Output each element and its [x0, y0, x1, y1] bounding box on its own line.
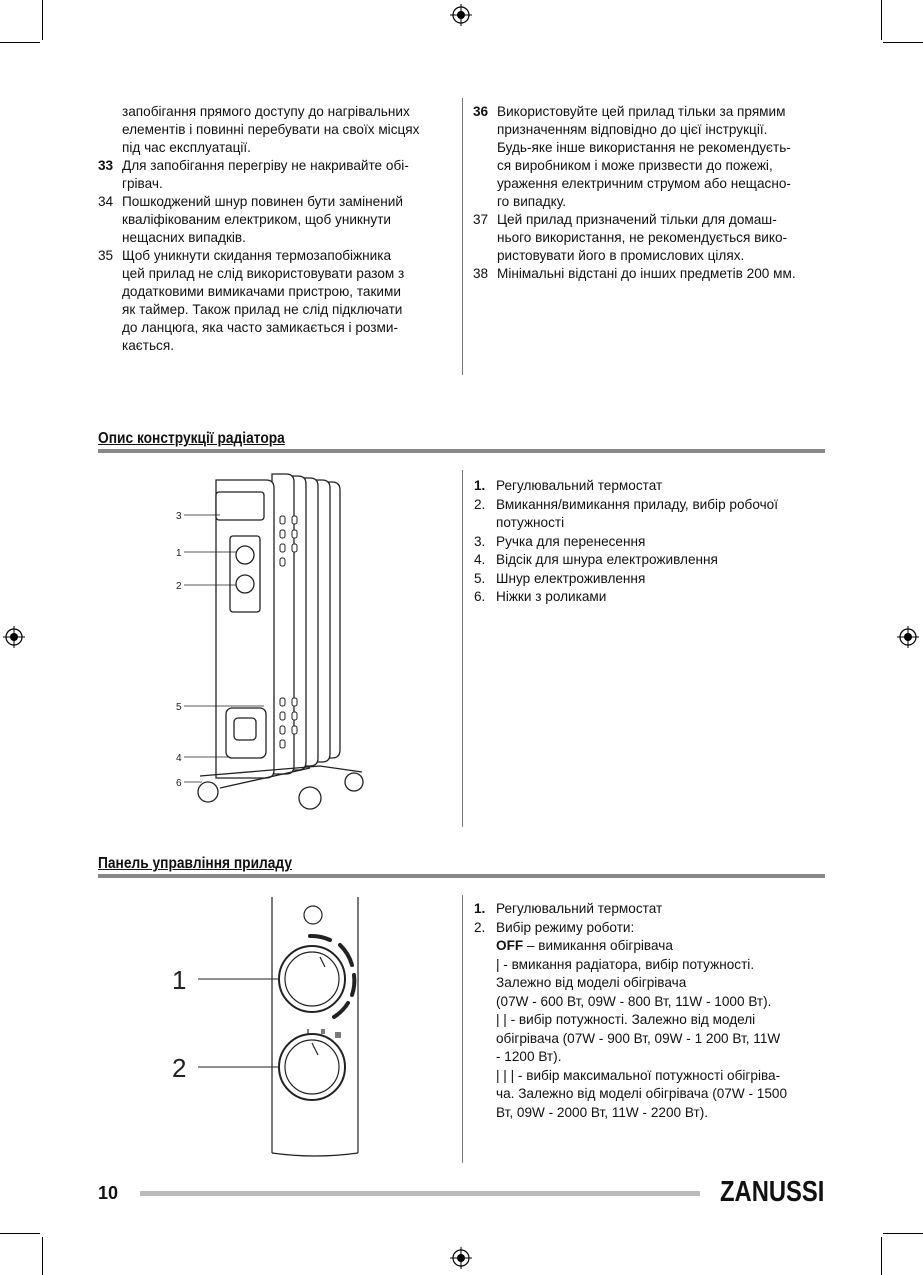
mode-line: | | | - вибір максимальної потужності обігріва-: [496, 1067, 781, 1083]
figure-label: 6: [176, 778, 182, 789]
list-text: Вмикання/вимикання приладу, вибір робочої потужності: [496, 496, 778, 530]
figure-label: 4: [176, 753, 182, 764]
figure-label: 2: [172, 1053, 187, 1083]
list-item-35: [98, 247, 450, 355]
mode-off-line: [474, 937, 826, 956]
item-line: грівач.: [122, 176, 163, 191]
list-number: 1.: [474, 901, 486, 916]
mode-line: | | - вибір потужності. Залежно від моделі: [496, 1012, 756, 1027]
item-line: нього використання, не рекомендується вико-: [497, 230, 788, 245]
left-column: [98, 103, 450, 355]
list-item-34: [98, 193, 450, 247]
crop-mark: [42, 1237, 43, 1275]
registration-mark-icon: [450, 1247, 472, 1269]
item-number: 33: [98, 158, 114, 173]
item-line: Для запобігання перегріву не накривайте обі-: [122, 158, 409, 173]
item-line: Цей прилад призначений тільки для домаш-: [497, 212, 777, 227]
mode-line: Залежно від моделі обігрівача: [496, 975, 687, 990]
control-list: [474, 900, 826, 1122]
column-divider: [462, 98, 463, 375]
parts-list: [474, 477, 824, 607]
list-text: Вибір режиму роботи:: [496, 919, 635, 935]
list-text: Ніжки з роликами: [496, 589, 607, 604]
item-number: 38: [473, 266, 489, 281]
item-line: призначенням відповідно до цієї інструкції.: [497, 122, 768, 137]
footer-rule: [140, 1191, 700, 1196]
list-text: Ручка для перенесення: [496, 533, 646, 549]
item-line: кається.: [122, 338, 174, 353]
list-text: Відсік для шнура електроживлення: [496, 552, 718, 567]
crop-mark: [0, 42, 40, 43]
crop-mark: [0, 1233, 40, 1234]
list-number: 2.: [474, 496, 486, 512]
section-rule: [98, 874, 825, 878]
item-line: додатковими вимикачами пристрою, такими: [122, 284, 401, 299]
mode-line: (07W - 600 Вт, 09W - 800 Вт, 11W - 1000 Вт).: [496, 993, 772, 1009]
list-item: [474, 900, 826, 919]
list-item: [474, 551, 824, 570]
control-panel-illustration: [160, 895, 380, 1160]
mode-line: Вт, 09W - 2000 Вт, 11W - 2200 Вт).: [496, 1104, 709, 1120]
figure-label: 3: [176, 511, 182, 522]
item-line: нещасних випадків.: [122, 230, 246, 245]
list-item: [474, 570, 824, 589]
section-title-radiator: Опис конструкції радіатора: [98, 430, 285, 447]
list-item-36: [473, 103, 825, 211]
list-number: 3.: [474, 533, 486, 549]
figure-label: 1: [172, 965, 187, 995]
list-item-37: [473, 211, 825, 265]
column-divider: [462, 895, 463, 1163]
item-line: Пошкоджений шнур повинен бути замінений: [122, 194, 403, 209]
registration-mark-icon: [3, 626, 25, 648]
crop-mark: [42, 0, 43, 40]
list-item-33: [98, 157, 450, 193]
item-line: Будь-яке інше використання не рекомендуєть-: [497, 140, 791, 155]
continued-line: під час експлуатації.: [122, 140, 251, 155]
mode-line: обігрівача (07W - 900 Вт, 09W - 1 200 Вт, 11W: [496, 1030, 781, 1046]
item-line: го випадку.: [497, 194, 566, 209]
list-item: [474, 919, 826, 938]
item-number: 35: [98, 248, 114, 263]
crop-mark: [881, 1237, 882, 1275]
list-number: 1.: [474, 478, 486, 493]
continued-line: елементів і повинні перебувати на своїх місцях: [122, 122, 420, 137]
list-text: Шнур електроживлення: [496, 570, 646, 586]
item-number: 34: [98, 194, 114, 209]
figure-label: 5: [176, 702, 182, 713]
mode-line: | - вмикання радіатора, вибір потужності.: [496, 956, 755, 972]
list-item: [474, 588, 824, 607]
figure-label: 2: [176, 581, 182, 592]
right-column: [473, 103, 825, 283]
item-line: Використовуйте цей прилад тільки за прямим: [497, 104, 786, 119]
item-line: цей прилад не слід використовувати разом з: [122, 266, 405, 281]
registration-mark-icon: [450, 4, 472, 26]
list-text: Регулювальний термостат: [496, 901, 663, 916]
list-text: Регулювальний термостат: [496, 478, 663, 493]
list-item: [474, 496, 824, 533]
item-number: 36: [473, 104, 489, 119]
item-number: 37: [473, 212, 489, 227]
item-line: до ланцюга, яка часто замикається і розми-: [122, 320, 398, 335]
crop-mark: [883, 1233, 923, 1234]
list-number: 4.: [474, 552, 486, 567]
mode-line: - 1200 Вт).: [496, 1049, 562, 1064]
item-line: ристовувати його в промислових цілях.: [497, 248, 745, 263]
radiator-illustration: [160, 470, 460, 820]
item-line: ся виробником і може призвести до пожежі,: [497, 158, 773, 173]
item-line: Мінімальні відстані до інших предметів 200 мм.: [497, 266, 796, 281]
list-item: [474, 533, 824, 552]
mode-off-text: – вимикання обігрівача: [523, 938, 673, 953]
list-number: 6.: [474, 589, 486, 604]
crop-mark: [881, 0, 882, 40]
list-item: [474, 477, 824, 496]
registration-mark-icon: [897, 626, 919, 648]
crop-mark: [883, 42, 923, 43]
section-rule: [98, 449, 825, 453]
list-number: 2.: [474, 919, 486, 935]
mode-off-label: OFF: [496, 938, 524, 953]
item-line: ураження електричним струмом або нещасно-: [497, 176, 791, 191]
section-title-control-panel: Панель управління приладу: [98, 855, 292, 872]
page-number: 10: [98, 1183, 119, 1203]
item-line: кваліфікованим електриком, щоб уникнути: [122, 212, 392, 227]
continued-line: запобігання прямого доступу до нагрівальних: [122, 104, 410, 119]
column-divider: [462, 470, 463, 827]
item-line: як таймер. Також прилад не слід підключати: [122, 302, 403, 317]
item-line: Щоб уникнути скидання термозапобіжника: [122, 248, 392, 263]
list-item-38: [473, 265, 825, 283]
brand-logo: ZANUSSI: [720, 1176, 825, 1208]
list-number: 5.: [474, 570, 486, 586]
mode-line: ча. Залежно від моделі обігрівача (07W - 1500: [496, 1086, 788, 1101]
figure-label: 1: [176, 548, 182, 559]
